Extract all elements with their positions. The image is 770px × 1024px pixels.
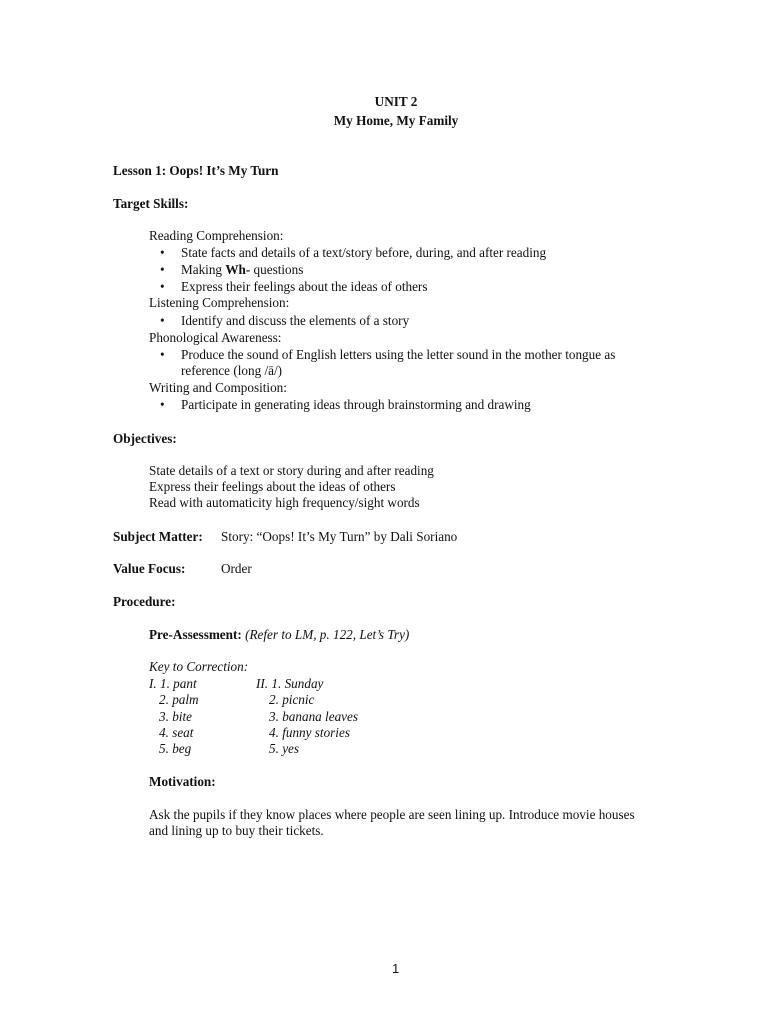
- motivation-heading: Motivation:: [149, 774, 216, 789]
- listening-comprehension-label: Listening Comprehension:: [149, 295, 290, 310]
- unit-title: My Home, My Family: [333, 113, 459, 128]
- key-answer: 2. palm: [159, 692, 199, 707]
- bullet-text-continuation: reference (long /ā/): [181, 363, 283, 378]
- key-answer: 3. banana leaves: [269, 709, 358, 724]
- reading-comprehension-label: Reading Comprehension:: [149, 228, 284, 243]
- bullet-icon: •: [160, 279, 165, 294]
- objective-line: Express their feelings about the ideas of others: [149, 479, 396, 494]
- key-answer: 3. bite: [159, 709, 192, 724]
- lesson-title: Lesson 1: Oops! It’s My Turn: [113, 163, 279, 178]
- key-answer: 5. beg: [159, 741, 192, 756]
- pre-assessment-line: [149, 627, 409, 644]
- bullet-icon: •: [160, 262, 165, 277]
- subject-matter-label: Subject Matter:: [113, 529, 203, 544]
- bullet-icon: •: [160, 397, 165, 412]
- pre-assessment-label: Pre-Assessment:: [149, 627, 242, 642]
- objectives-heading: Objectives:: [113, 431, 177, 446]
- unit-label: UNIT 2: [374, 94, 418, 109]
- target-skills-heading: Target Skills:: [113, 196, 189, 211]
- key-answer: 5. yes: [269, 741, 300, 756]
- subject-matter-value: Story: “Oops! It’s My Turn” by Dali Soriano: [221, 529, 458, 544]
- motivation-line: and lining up to buy their tickets.: [149, 823, 324, 838]
- bullet-text: Participate in generating ideas through brainstorming and drawing: [181, 397, 531, 412]
- key-answer: II. 1. Sunday: [256, 676, 324, 691]
- bullet-text: Identify and discuss the elements of a story: [181, 313, 410, 328]
- objective-line: Read with automaticity high frequency/sight words: [149, 495, 420, 510]
- bullet-text: State facts and details of a text/story before, during, and after reading: [181, 245, 547, 260]
- key-answer: 4. funny stories: [269, 725, 350, 740]
- value-focus-value: Order: [221, 561, 252, 576]
- key-answer: 2. picnic: [269, 692, 315, 707]
- key-answer: I. 1. pant: [149, 676, 197, 691]
- bullet-text: [181, 262, 303, 279]
- pre-assessment-reference: (Refer to LM, p. 122, Let’s Try): [245, 627, 410, 642]
- bullet-text: Produce the sound of English letters using the letter sound in the mother tongue as: [181, 347, 616, 362]
- page-number: 1: [392, 961, 400, 976]
- bullet-text: Express their feelings about the ideas of others: [181, 279, 428, 294]
- bullet-text-pre: Making: [181, 262, 226, 277]
- bullet-text-post: questions: [250, 262, 304, 277]
- objective-line: State details of a text or story during and after reading: [149, 463, 434, 478]
- bullet-icon: •: [160, 245, 165, 260]
- phonological-awareness-label: Phonological Awareness:: [149, 330, 282, 345]
- bullet-icon: •: [160, 347, 165, 362]
- value-focus-label: Value Focus:: [113, 561, 186, 576]
- key-answer: 4. seat: [159, 725, 194, 740]
- key-to-correction-heading: Key to Correction:: [149, 659, 249, 674]
- procedure-heading: Procedure:: [113, 594, 176, 609]
- bullet-icon: •: [160, 313, 165, 328]
- wh-bold: Wh-: [225, 262, 251, 277]
- writing-composition-label: Writing and Composition:: [149, 380, 287, 395]
- motivation-line: Ask the pupils if they know places where people are seen lining up. Introduce movie houses: [149, 807, 635, 822]
